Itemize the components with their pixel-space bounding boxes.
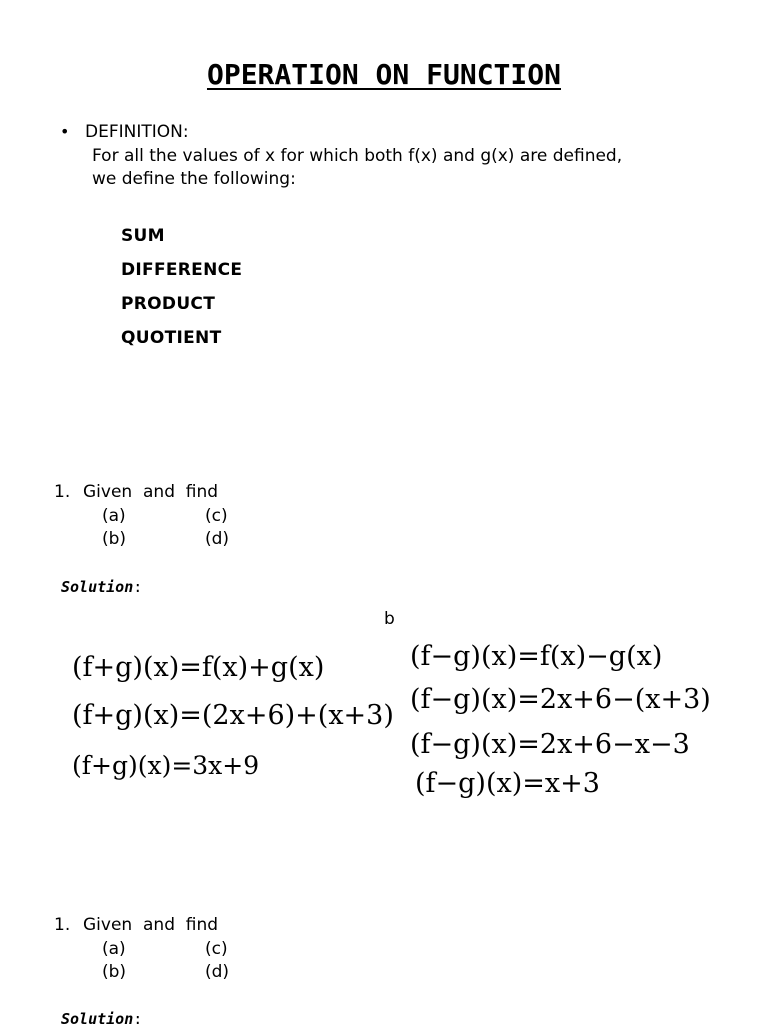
solution-text: Solution — [61, 1010, 134, 1028]
definition-line-1: For all the values of x for which both f(x) and g(x) are defined, — [92, 146, 623, 166]
difference-step-3: (f−g)(x)=2x+6−x−3 — [410, 729, 690, 760]
definition-label: DEFINITION: — [85, 122, 189, 142]
difference-step-4: (f−g)(x)=x+3 — [415, 768, 600, 799]
part-b: (b) — [102, 529, 127, 549]
solution-colon: : — [133, 1010, 143, 1028]
problem-text: Given and find — [83, 482, 219, 502]
problem-number: 1. — [54, 482, 71, 502]
operation-product: PRODUCT — [121, 294, 216, 314]
difference-step-2: (f−g)(x)=2x+6−(x+3) — [410, 684, 711, 715]
part-c: (c) — [205, 506, 228, 526]
operation-sum: SUM — [121, 226, 165, 246]
sum-step-1: (f+g)(x)=f(x)+g(x) — [72, 652, 325, 683]
problem-number: 1. — [54, 915, 71, 935]
problem-text: Given and find — [83, 915, 219, 935]
part-b: (b) — [102, 962, 127, 982]
definition-line-2: we define the following: — [92, 169, 296, 189]
page-title: OPERATION ON FUNCTION — [206, 58, 561, 91]
part-d: (d) — [205, 962, 230, 982]
part-a: (a) — [102, 506, 126, 526]
sum-step-2: (f+g)(x)=(2x+6)+(x+3) — [72, 700, 394, 731]
sum-step-3: (f+g)(x)=3x+9 — [72, 751, 260, 780]
part-b-label: b — [384, 609, 395, 629]
solution-text: Solution — [61, 578, 134, 596]
bullet-icon: • — [60, 122, 70, 141]
operation-difference: DIFFERENCE — [121, 260, 243, 280]
part-d: (d) — [205, 529, 230, 549]
part-a: (a) — [102, 939, 126, 959]
solution-colon: : — [133, 578, 143, 596]
solution-label — [61, 578, 142, 596]
difference-step-1: (f−g)(x)=f(x)−g(x) — [410, 641, 663, 672]
operation-quotient: QUOTIENT — [121, 328, 222, 348]
part-c: (c) — [205, 939, 228, 959]
solution-label — [61, 1010, 142, 1028]
